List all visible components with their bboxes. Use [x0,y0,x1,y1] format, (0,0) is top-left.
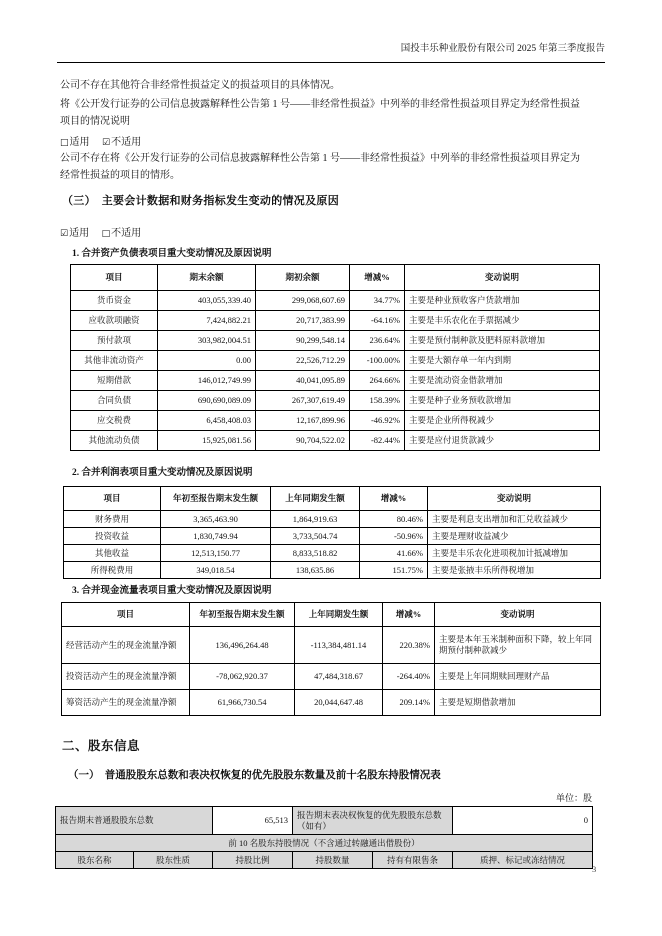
common-shareholders-value: 65,513 [213,807,293,835]
table-row [62,690,601,716]
table-cell: 主要是大额存单一年内到期 [405,351,600,371]
table-cell: -100.00% [350,351,405,371]
table-cell: 34.77% [350,291,405,311]
table-cell: 筹资活动产生的现金流量净额 [62,690,190,716]
balance-sheet-changes-table [70,264,600,451]
option-applicable [60,137,90,148]
paragraph-line: 将《公开发行证券的公司信息披露解释性公告第 1 号——非经常性损益》中列举的非经常性损益项目界定为经常性损益 [60,99,580,110]
column-header: 持有有限售条 [373,852,453,869]
table-cell: 投资活动产生的现金流量净额 [62,664,190,690]
table-row [71,291,600,311]
report-title: 国投丰乐种业股份有限公司 2025 年第三季度报告 [400,44,605,54]
table-cell: 3,365,463.90 [161,511,271,528]
table-title: 1. 合并资产负债表项目重大变动情况及原因说明 [72,249,272,259]
checkbox-checked-icon: ☑ [102,138,111,148]
table-cell: 90,299,548.14 [256,331,350,351]
applicability-row [60,133,151,148]
table-cell: -264.40% [383,664,435,690]
option-label: 适用 [69,228,90,239]
table-cell: 主要是应付退货款减少 [405,431,600,451]
table-cell: 209.14% [383,690,435,716]
table-cell: 投资收益 [64,528,161,545]
column-header: 年初至报告期末发生额 [190,603,295,627]
table-cell: 主要是种子业务预收款增加 [405,391,600,411]
option-not-applicable [102,228,142,239]
column-header: 期初余额 [256,265,350,291]
table-row [64,528,601,545]
column-header: 股东性质 [134,852,213,869]
checkbox-checked-icon: ☑ [60,229,69,239]
table-cell: 主要是丰乐农化进项税加计抵减增加 [428,545,601,562]
table-cell: 主要是上年同期赎回理财产品 [435,664,601,690]
table-cell: 40,041,095.89 [256,371,350,391]
table-cell: 8,833,518.82 [271,545,360,562]
column-header: 变动说明 [428,487,601,511]
table-row [64,511,601,528]
option-not-applicable [102,137,141,148]
table-cell: 其他收益 [64,545,161,562]
checkbox-unchecked-icon: □ [60,138,69,148]
option-label: 适用 [69,137,90,148]
table-cell: 151.75% [360,562,428,579]
table-row [64,545,601,562]
table-row [62,664,601,690]
table-title: 3. 合并现金流量表项目重大变动情况及原因说明 [72,586,272,596]
paragraph-line: 项目的情况说明 [60,116,130,127]
table-row [71,411,600,431]
table-cell: 主要是短期借款增加 [435,690,601,716]
table-cell: 303,982,004.51 [158,331,256,351]
table-cell: -113,384,481.14 [295,627,383,664]
column-header: 增减% [360,487,428,511]
table-cell: 主要是本年玉米制种面积下降，较上年同期预付制种款减少 [435,627,601,664]
preferred-shareholders-label: 报告期末表决权恢复的优先股股东总数（如有） [293,807,453,835]
table-cell: 经营活动产生的现金流量净额 [62,627,190,664]
column-header: 持股比例 [213,852,293,869]
table-row [71,331,600,351]
table-row [56,835,593,852]
table-cell: 15,925,081.56 [158,431,256,451]
common-shareholders-label: 报告期末普通股股东总数 [56,807,213,835]
applicability-row [60,224,151,239]
table-cell: 其他流动负债 [71,431,158,451]
table-cell: 预付款项 [71,331,158,351]
table-row [56,807,593,835]
section-heading: （三） 主要会计数据和财务指标发生变动的情况及原因 [62,195,339,207]
table-cell: 403,055,339.40 [158,291,256,311]
table-row [71,431,600,451]
running-header [57,40,605,63]
table-cell: 主要是种业预收客户货款增加 [405,291,600,311]
table-cell: 158.39% [350,391,405,411]
table-cell: 90,704,522.02 [256,431,350,451]
income-statement-changes-table [63,486,601,579]
checkbox-unchecked-icon: □ [101,229,111,239]
table-header-row [64,487,601,511]
table-cell: 20,717,383.99 [256,311,350,331]
table-cell: 其他非流动资产 [71,351,158,371]
table-header-row [56,852,593,869]
table-cell: 货币资金 [71,291,158,311]
table-row [62,627,601,664]
table-cell: -46.92% [350,411,405,431]
column-header: 项目 [64,487,161,511]
cashflow-changes-table [61,602,601,716]
table-cell: 主要是理财收益减少 [428,528,601,545]
column-header: 增减% [383,603,435,627]
table-title: 2. 合并利润表项目重大变动情况及原因说明 [72,468,253,478]
column-header: 期末余额 [158,265,256,291]
table-cell: 20,044,647.48 [295,690,383,716]
paragraph-line: 经常性损益的项目的情形。 [60,170,180,181]
column-header: 年初至报告期末发生额 [161,487,271,511]
table-cell: 主要是企业所得税减少 [405,411,600,431]
column-header: 股东名称 [56,852,134,869]
table-cell: 主要是丰乐农化在手票据减少 [405,311,600,331]
paragraph: 公司不存在其他符合非经常性损益定义的损益项目的具体情况。 [60,80,340,91]
table-cell: 220.38% [383,627,435,664]
table-header-row [62,603,601,627]
table-cell: 349,018.54 [161,562,271,579]
table-cell: 应交税费 [71,411,158,431]
table-cell: 138,635.86 [271,562,360,579]
table-cell: 1,864,919.63 [271,511,360,528]
table-cell: 主要是流动资金借款增加 [405,371,600,391]
table-row [71,391,600,411]
table-cell: 22,526,712.29 [256,351,350,371]
table-cell: 应收款项融资 [71,311,158,331]
table-cell: 41.66% [360,545,428,562]
table-cell: 264.66% [350,371,405,391]
table-row [71,371,600,391]
table-cell: 690,690,089.09 [158,391,256,411]
option-applicable [60,228,89,239]
column-header: 持股数量 [293,852,373,869]
table-cell: 6,458,408.03 [158,411,256,431]
table-cell: 主要是张掖丰乐所得税增加 [428,562,601,579]
table-row [71,311,600,331]
table-header-row [71,265,600,291]
column-header: 上年同期发生额 [271,487,360,511]
table-cell: 所得税费用 [64,562,161,579]
column-header: 变动说明 [435,603,601,627]
column-header: 项目 [62,603,190,627]
table-cell: 236.64% [350,331,405,351]
preferred-shareholders-value: 0 [453,807,593,835]
top10-holders-title: 前 10 名股东持股情况（不含通过转融通出借股份） [56,835,593,852]
table-cell: 合同负债 [71,391,158,411]
table-cell: -50.96% [360,528,428,545]
table-cell: 3,733,504.74 [271,528,360,545]
table-cell: 短期借款 [71,371,158,391]
table-cell: 12,167,899.96 [256,411,350,431]
table-cell: 136,496,264.48 [190,627,295,664]
table-cell: 财务费用 [64,511,161,528]
column-header: 变动说明 [405,265,600,291]
option-label: 不适用 [111,228,142,239]
table-cell: 299,068,607.69 [256,291,350,311]
page-number: 3 [592,864,597,874]
table-row [71,351,600,371]
subsection-heading: （一） 普通股股东总数和表决权恢复的优先股股东数量及前十名股东持股情况表 [68,770,441,781]
table-cell: -78,062,920.37 [190,664,295,690]
table-cell: 12,513,150.77 [161,545,271,562]
table-row [64,562,601,579]
table-cell: 7,424,882.21 [158,311,256,331]
option-label: 不适用 [111,137,142,148]
table-cell: -82.44% [350,431,405,451]
shareholder-summary-table [55,806,593,869]
table-cell: 267,307,619.49 [256,391,350,411]
table-cell: 主要是利息支出增加和汇兑收益减少 [428,511,601,528]
table-cell: 0.00 [158,351,256,371]
column-header: 质押、标记或冻结情况 [453,852,593,869]
table-cell: -64.16% [350,311,405,331]
table-cell: 80.46% [360,511,428,528]
table-cell: 主要是预付制种款及肥料原料款增加 [405,331,600,351]
table-cell: 1,830,749.94 [161,528,271,545]
table-cell: 61,966,730.54 [190,690,295,716]
unit-label: 单位：股 [555,793,592,803]
section-heading: 二、股东信息 [62,739,141,753]
table-cell: 146,012,749.99 [158,371,256,391]
column-header: 上年同期发生额 [295,603,383,627]
column-header: 增减% [350,265,405,291]
column-header: 项目 [71,265,158,291]
paragraph-line: 公司不存在将《公开发行证券的公司信息披露解释性公告第 1 号——非经常性损益》中列举的非经常性损益项目界定为 [60,153,580,164]
table-cell: 47,484,318.67 [295,664,383,690]
